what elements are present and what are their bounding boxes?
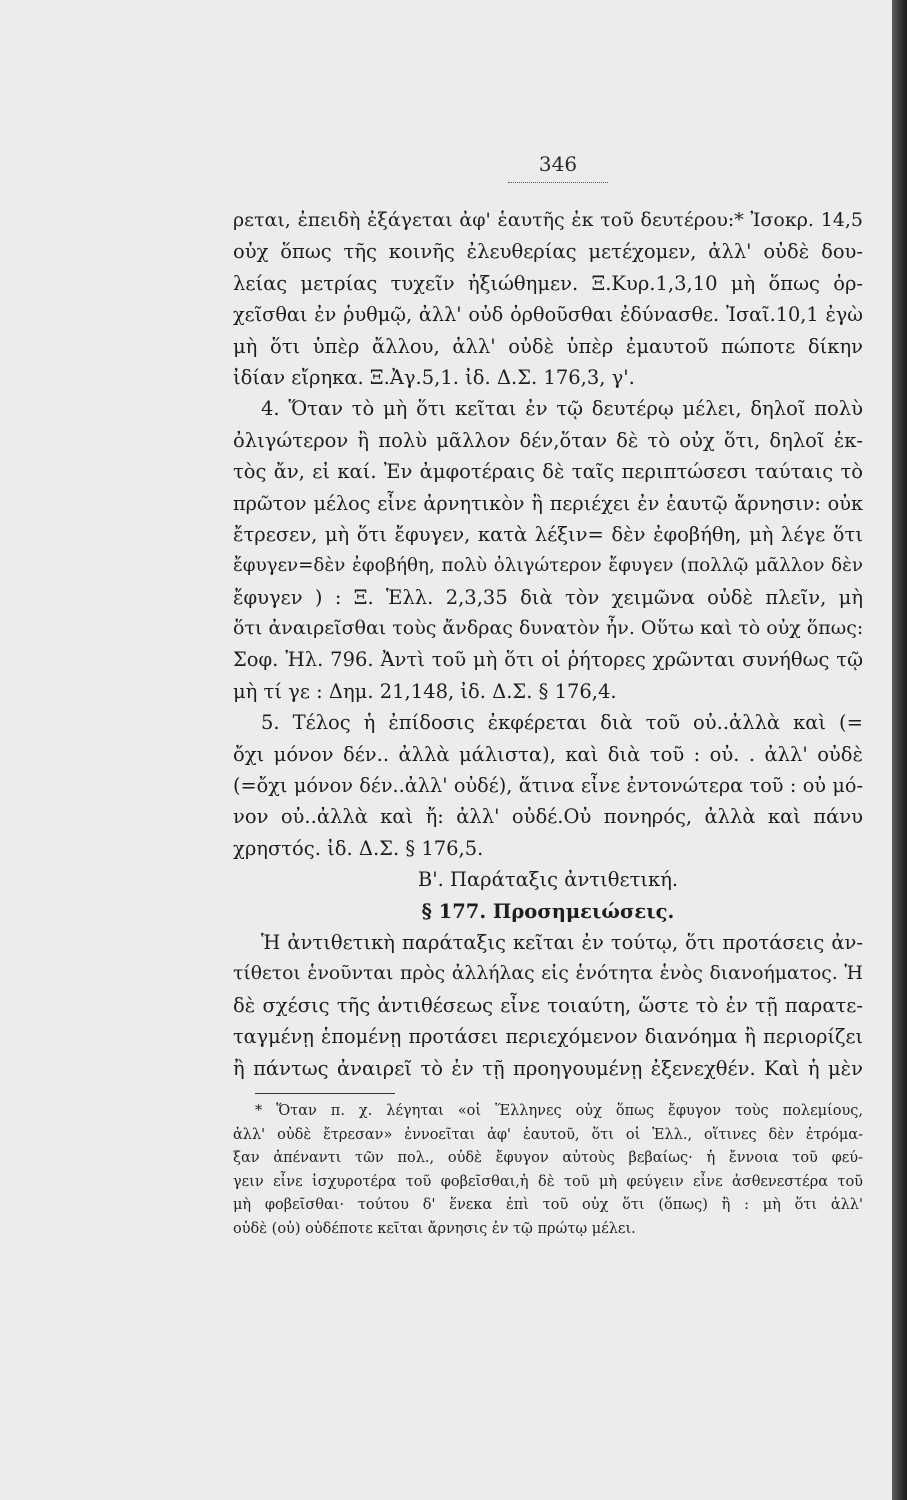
text-line: τίθετοι ἑνοῦνται πρὸς ἀλλήλας εἰς ἑνότητα ἑνὸς διανοήματος. Ἡ (233, 963, 863, 985)
text-line: ταγμένῃ ἑπομένῃ προτάσει περιεχόμενον διανόημα ἢ περιορίζει (233, 1025, 863, 1049)
text-line: λείας μετρίας τυχεῖν ἠξιώθημεν. Ξ.Κυρ.1,3,10 μὴ ὅπως ὀρ- (233, 271, 863, 295)
footnote-line: * Ὅταν π. χ. λέγηται «οἱ Ἕλληνες οὐχ ὅπως ἔφυγον τοὺς πολεμίους, (255, 1103, 863, 1119)
text-line: μὴ ὅτι ὑπὲρ ἄλλου, ἀλλ' οὐδὲ ὑπὲρ ἐμαυτοῦ πώποτε δίκην (233, 334, 863, 358)
footnote-rule (255, 1093, 395, 1094)
footnote-line: ξαν ἀπέναντι τῶν πολ., οὐδὲ ἔφυγον αὐτοὺς βεβαίως· ἡ ἔννοια τοῦ φεύ- (233, 1150, 863, 1167)
text-line: ρεται, ἐπειδὴ ἐξάγεται ἀφ' ἑαυτῆς ἐκ τοῦ δευτέρου:* Ἰσοκρ. 14,5 (233, 209, 863, 231)
text-line: 4. Ὅταν τὸ μὴ ὅτι κεῖται ἐν τῷ δευτέρῳ μέλει, δηλοῖ πολὺ (261, 397, 863, 421)
page-number-rule (508, 182, 608, 183)
text-line: ἰδίαν εἴρηκα. Ξ.Ἀγ.5,1. ἰδ. Δ.Σ. 176,3, γ'. (233, 365, 635, 389)
footnote-line: μὴ φοβεῖσθαι· τούτου δ' ἕνεκα ἐπὶ τοῦ οὐχ ὅτι (ὅπως) ἢ : μὴ ὅτι ἀλλ' (233, 1197, 863, 1214)
text-line: δὲ σχέσις τῆς ἀντιθέσεως εἶνε τοιαύτη, ὥστε τὸ ἐν τῇ παρατε- (233, 993, 863, 1017)
text-line: Ἡ ἀντιθετικὴ παράταξις κεῖται ἐν τούτῳ, ὅτι προτάσεις ἀν- (261, 930, 863, 954)
section-heading: § 177. Προσημειώσεις. (421, 899, 675, 923)
text-line: πρῶτον μέλος εἶνε ἀρνητικὸν ἢ περιέχει ἐν ἑαυτῷ ἄρνησιν: οὐκ (233, 491, 863, 515)
text-line: ἢ πάντως ἀναιρεῖ τὸ ἐν τῇ προηγουμένῃ ἐξενεχθέν. Καὶ ἡ μὲν (233, 1056, 863, 1080)
footnote (233, 1100, 863, 1242)
text-line: (=ὄχι μόνον δέν..ἀλλ' οὐδέ), ἅτινα εἶνε ἐντονώτερα τοῦ : οὐ μό- (233, 774, 863, 798)
text-line: 5. Τέλος ἡ ἐπίδοσις ἐκφέρεται διὰ τοῦ οὐ..ἀλλὰ καὶ (= (261, 711, 863, 735)
text-line: χρηστός. ἰδ. Δ.Σ. § 176,5. (233, 836, 484, 860)
text-line: οὐχ ὅπως τῆς κοινῆς ἐλευθερίας μετέχομεν, ἀλλ' οὐδὲ δου- (233, 240, 863, 264)
page-number: 346 (538, 152, 578, 176)
text-line: ἔφυγεν ) : Ξ. Ἑλλ. 2,3,35 διὰ τὸν χειμῶνα οὐδὲ πλεῖν, μὴ (233, 585, 863, 609)
main-text (233, 205, 863, 1084)
footnote-line: οὐδὲ (οὐ) οὐδέποτε κεῖται ἄρνησις ἐν τῷ πρώτῳ μέλει. (233, 1220, 636, 1237)
text-line: ἔτρεσεν, μὴ ὅτι ἔφυγεν, κατὰ λέξιν= δὲν ἐφοβήθη, μὴ λέγε ὅτι (233, 522, 863, 546)
footnote-line: γειν εἶνε ἰσχυροτέρα τοῦ φοβεῖσθαι,ἡ δὲ τοῦ μὴ φεύγειν εἶνε ἀσθενεστέρα τοῦ (233, 1173, 863, 1190)
text-line: ὀλιγώτερον ἢ πολὺ μᾶλλον δέν,ὅταν δὲ τὸ οὐχ ὅτι, δηλοῖ ἐκ- (233, 428, 863, 452)
section-title: Β'. Παράταξις ἀντιθετική. (417, 868, 679, 892)
text-line: Σοφ. Ἠλ. 796. Ἀντὶ τοῦ μὴ ὅτι οἱ ῥήτορες χρῶνται συνήθως τῷ (233, 648, 863, 672)
text-line: τὸς ἄν, εἰ καί. Ἐν ἀμφοτέραις δὲ ταῖς περιπτώσεσι ταύταις τὸ (233, 460, 863, 484)
footnote-line: ἀλλ' οὐδὲ ἔτρεσαν» ἐννοεῖται ἀφ' ἑαυτοῦ, ὅτι οἱ Ἑλλ., οἵτινες δὲν ἐτρόμα- (233, 1126, 863, 1143)
text-line: χεῖσθαι ἐν ῥυθμῷ, ἀλλ' οὐδ ὀρθοῦσθαι ἐδύνασθε. Ἰσαῖ.10,1 ἐγὼ (233, 303, 863, 327)
page-edge-shadow (892, 0, 907, 1500)
text-line: νον οὐ..ἀλλὰ καὶ ἤ: ἀλλ' οὐδέ.Οὐ πονηρός, ἀλλὰ καὶ πάνυ (233, 805, 863, 829)
text-line: ἔφυγεν=δὲν ἐφοβήθη, πολὺ ὀλιγώτερον ἔφυγεν (πολλῷ μᾶλλον δὲν (233, 555, 863, 577)
text-line: ὄχι μόνον δέν.. ἀλλὰ μάλιστα), καὶ διὰ τοῦ : οὐ. . ἀλλ' οὐδὲ (233, 742, 863, 766)
text-line: μὴ τί γε : Δημ. 21,148, ἰδ. Δ.Σ. § 176,4. (233, 679, 617, 703)
text-line: ὅτι ἀναιρεῖσθαι τοὺς ἄνδρας δυνατὸν ἦν. Οὕτω καὶ τὸ οὐχ ὅπως: (233, 617, 863, 640)
